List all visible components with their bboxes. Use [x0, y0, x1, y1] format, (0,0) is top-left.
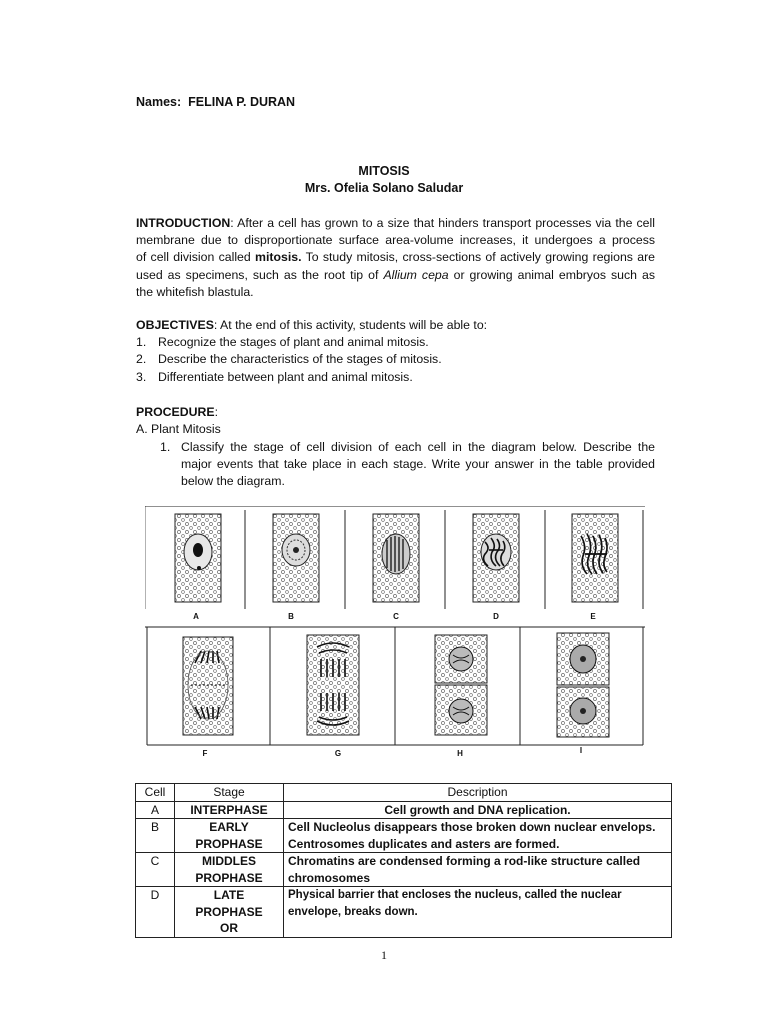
cell-label: F: [202, 749, 208, 758]
row-cell: B: [136, 819, 175, 853]
stage-line: LATE PROPHASE: [195, 888, 263, 919]
cell-label: A: [193, 612, 199, 621]
header-stage: Stage: [175, 784, 284, 802]
table-row: [136, 801, 672, 819]
stages-table: [135, 783, 672, 938]
cell-d-drawing: [473, 514, 519, 602]
cell-f-drawing: [183, 637, 233, 735]
stage-line: PROPHASE: [195, 870, 263, 885]
objective-item: [136, 369, 487, 386]
row-stage: [175, 853, 284, 887]
row-stage: [175, 887, 284, 938]
cell-label: H: [457, 749, 463, 758]
row-cell: C: [136, 853, 175, 887]
introduction-text: used as specimens, such as the root tip of: [136, 267, 384, 282]
row-cell: A: [136, 801, 175, 819]
table-row: [136, 819, 672, 853]
stage-line: PROPHASE: [195, 836, 263, 851]
cell-label: B: [288, 612, 294, 621]
introduction-line: After a cell has grown to a size that hinders transport processes via the cell: [237, 216, 655, 230]
cell-g-drawing: [307, 635, 359, 735]
mitosis-term: mitosis.: [255, 250, 302, 265]
step-number: 1.: [160, 440, 171, 454]
objectives-section: [136, 317, 487, 386]
introduction-label: INTRODUCTION: [136, 216, 231, 230]
cell-label: E: [590, 612, 596, 621]
cell-c-drawing: [373, 514, 419, 602]
cell-a-drawing: [175, 514, 221, 602]
row-description: [284, 887, 672, 938]
procedure-section: PROCEDURE: A. Plant Mitosis: [136, 404, 221, 438]
introduction-line: the whitefish blastula.: [136, 284, 254, 299]
objective-text: Differentiate between plant and animal mitosis.: [158, 369, 413, 384]
objective-text: Recognize the stages of plant and animal mitosis.: [158, 335, 429, 350]
allium-cepa-term: Allium cepa: [383, 267, 449, 282]
table-row: [136, 853, 672, 887]
objective-number: 1.: [136, 335, 147, 350]
cell-label: C: [393, 612, 399, 621]
row-stage: INTERPHASE: [175, 801, 284, 819]
header-description: Description: [284, 784, 672, 802]
step-line: major events that take place in each stage. Write your answer in the table provided: [181, 457, 655, 472]
objective-item: [136, 351, 487, 368]
description-line: Physical barrier that encloses the nucleus, called the nuclear: [288, 889, 622, 901]
cell-i-drawing: [557, 633, 609, 737]
table-row: [136, 887, 672, 938]
table-header-row: [136, 784, 672, 802]
objective-item: [136, 334, 487, 351]
description-line: Centrosomes duplicates and asters are formed.: [288, 836, 560, 851]
cell-label: G: [334, 749, 342, 758]
objectives-label: OBJECTIVES: [136, 318, 214, 332]
stage-line: MIDDLES: [202, 854, 256, 868]
header-cell: Cell: [136, 784, 175, 802]
mitosis-diagram-row-2: [145, 625, 645, 747]
cell-b-drawing: [273, 514, 319, 602]
cell-label: D: [493, 612, 499, 621]
procedure-subsection: A. Plant Mitosis: [136, 422, 221, 437]
description-line: chromosomes: [288, 870, 371, 885]
description-line: Chromatins are condensed forming a rod-like structure called: [288, 854, 641, 868]
names-line: [136, 95, 295, 109]
names-value: FELINA P. DURAN: [188, 95, 296, 109]
row-description: [284, 853, 672, 887]
row-stage: [175, 819, 284, 853]
objective-text: Describe the characteristics of the stages of mitosis.: [158, 352, 442, 367]
step-line: below the diagram.: [181, 474, 285, 489]
introduction-line: membrane due to disproportionate surface area-volume increases, it undergoes a process: [136, 233, 655, 248]
introduction-text: To study mitosis, cross-sections of actively growing regions are: [301, 250, 655, 265]
mitosis-diagram-row-1: [145, 506, 645, 611]
stage-line: EARLY: [209, 820, 249, 834]
cell-e-drawing: [572, 514, 618, 602]
step-line: Classify the stage of cell division of each cell in the diagram below. Describe the: [181, 440, 655, 454]
objective-number: 2.: [136, 352, 147, 367]
objective-number: 3.: [136, 369, 147, 384]
row-description: Cell growth and DNA replication.: [284, 801, 672, 819]
description-line: envelope, breaks down.: [288, 905, 418, 918]
document-author: Mrs. Ofelia Solano Saludar: [304, 181, 464, 195]
introduction-text: or growing animal embryos such as: [448, 267, 655, 282]
introduction-paragraph: INTRODUCTION: After a cell has grown to a size that hinders transport processes via the cell membrane due to disproportionate surface area-volume increases, it undergoes a process of cell division called mitosis. To study mitosis, cross-sections of actively growing regions are used as specimens, such as the root tip of Allium cepa or growing animal embryos such as the whitefish blastula.: [136, 215, 655, 301]
row-cell: D: [136, 887, 175, 938]
objectives-intro: : At the end of this activity, students will be able to:: [213, 318, 488, 332]
introduction-text: of cell division called: [136, 250, 256, 265]
names-label: Names:: [136, 95, 182, 109]
procedure-label: PROCEDURE: [136, 405, 215, 419]
cell-label: I: [579, 746, 583, 755]
cell-h-drawing: [435, 635, 487, 735]
stage-line: OR: [220, 921, 238, 935]
document-title: MITOSIS: [358, 164, 410, 178]
row-description: [284, 819, 672, 853]
page-number: 1: [381, 948, 387, 962]
description-line: Cell Nucleolus disappears those broken down nuclear envelops.: [288, 820, 656, 834]
